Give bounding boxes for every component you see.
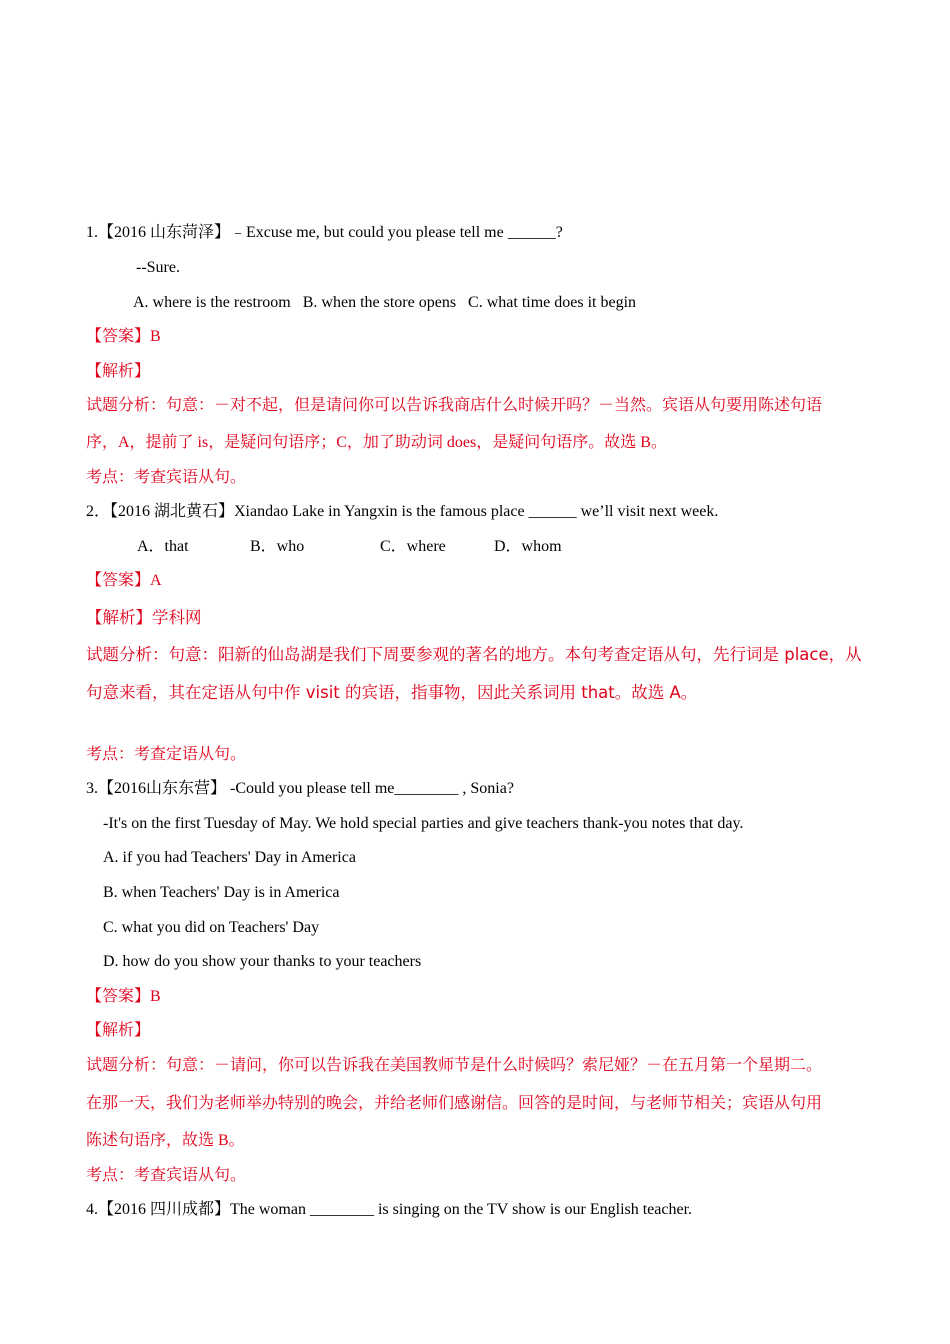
q3-option-d: D. how do you show your thanks to your teachers — [103, 953, 422, 970]
q2-analysis-line1: 试题分析：句意：阳新的仙岛湖是我们下周要参观的著名的地方。本句考查定语从句，先行词是 place，从 — [86, 645, 862, 664]
q3-reply: -It's on the first Tuesday of May. We hold special parties and give teachers thank-you notes that day. — [103, 815, 744, 832]
q2-options — [0, 537, 950, 557]
q2-answer: 【答案】A — [86, 572, 162, 589]
q2-point: 考点：考查定语从句。 — [86, 746, 247, 763]
q3-analysis-label: 【解析】 — [86, 1022, 151, 1039]
q1-answer: 【答案】B — [86, 328, 161, 345]
q3-analysis-line1: 试题分析：句意：－请问，你可以告诉我在美国教师节是什么时候吗？索尼娅？－在五月第一个星期二。 — [86, 1057, 823, 1074]
q2-option-c: C．where — [380, 538, 446, 555]
q1-reply: --Sure. — [136, 259, 180, 276]
q3-answer: 【答案】B — [86, 988, 161, 1005]
q1-point: 考点：考查宾语从句。 — [86, 469, 247, 486]
q3-option-b: B. when Teachers' Day is in America — [103, 884, 340, 901]
q3-analysis-line2: 在那一天，我们为老师举办特别的晚会，并给老师们感谢信。回答的是时间，与老师节相关；宾语从句用 — [86, 1095, 823, 1112]
q1-analysis-line1: 试题分析：句意：－对不起，但是请问你可以告诉我商店什么时候开吗？－当然。宾语从句要用陈述句语 — [86, 397, 823, 414]
q2-analysis-label: 【解析】学科网 — [86, 608, 202, 627]
q1-analysis-label: 【解析】 — [86, 363, 151, 380]
q3-option-c: C. what you did on Teachers' Day — [103, 919, 320, 936]
q1-analysis-line2: 序，A，提前了 is，是疑问句语序；C，加了助动词 does，是疑问句语序。故选 B。 — [86, 434, 667, 451]
q3-stem: 3.【2016山东东营】 -Could you please tell me________ , Sonia? — [86, 780, 514, 797]
q3-analysis-line3: 陈述句语序，故选 B。 — [86, 1132, 245, 1149]
q4-stem: 4.【2016 四川成都】The woman ________ is singing on the TV show is our English teacher. — [86, 1201, 693, 1218]
q2-option-a: A．that — [137, 538, 189, 555]
q2-analysis-line2: 句意来看，其在定语从句中作 visit 的宾语，指事物，因此关系词用 that。故选 A。 — [86, 683, 698, 702]
q1-options: A. where is the restroom B. when the store opens C. what time does it begin — [133, 294, 637, 311]
q1-stem: 1.【2016 山东菏泽】﹣Excuse me, but could you please tell me ______? — [86, 224, 563, 241]
q2-stem: 2．【2016 湖北黄石】Xiandao Lake in Yangxin is the famous place ______ we’ll visit next week. — [86, 503, 719, 520]
q3-option-a: A. if you had Teachers' Day in America — [103, 849, 356, 866]
q2-option-d: D．whom — [494, 538, 562, 555]
q2-option-b: B．who — [250, 538, 305, 555]
q3-point: 考点：考查宾语从句。 — [86, 1167, 247, 1184]
